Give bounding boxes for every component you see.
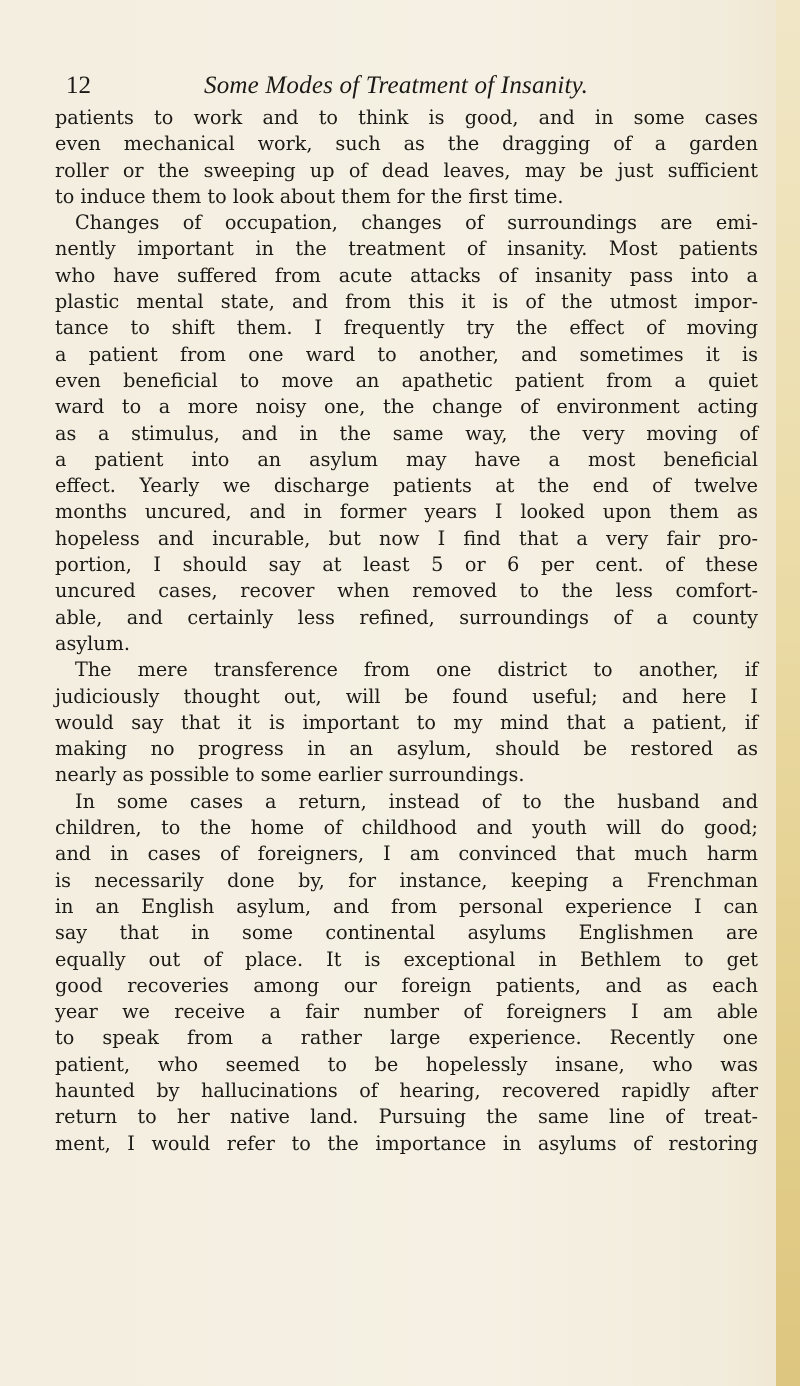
- text-line: making no progress in an asylum, should be restored as: [55, 737, 758, 761]
- text-line: able, and certainly less refined, surroundings of a county: [55, 605, 758, 629]
- text-line: nearly as possible to some earlier surroundings.: [55, 763, 525, 787]
- text-line: tance to shift them. I frequently try the effect of moving: [55, 316, 758, 340]
- text-line: to speak from a rather large experience. Recently one: [55, 1026, 758, 1050]
- text-line: say that in some continental asylums Englishmen are: [55, 921, 758, 945]
- text-line: a patient into an asylum may have a most beneficial: [55, 447, 758, 471]
- text-line: In some cases a return, instead of to the husband and: [75, 789, 758, 813]
- text-line: Changes of occupation, changes of surroundings are emi-: [75, 211, 758, 235]
- text-line: to induce them to look about them for the first time.: [55, 184, 564, 208]
- text-line: children, to the home of childhood and youth will do good;: [55, 816, 758, 840]
- text-line: patient, who seemed to be hopelessly insane, who was: [55, 1052, 758, 1076]
- page-header: [66, 72, 756, 102]
- text-line: who have suffered from acute attacks of insanity pass into a: [55, 263, 758, 287]
- text-line: haunted by hallucinations of hearing, recovered rapidly after: [55, 1078, 758, 1102]
- page-edge: [776, 0, 800, 1386]
- text-line: roller or the sweeping up of dead leaves, may be just sufficient: [55, 158, 758, 182]
- text-line: months uncured, and in former years I looked upon them as: [55, 500, 758, 524]
- text-line: and in cases of foreigners, I am convinced that much harm: [55, 842, 758, 866]
- text-line: patients to work and to think is good, and in some cases: [55, 106, 758, 129]
- text-line: judiciously thought out, will be found useful; and here I: [55, 684, 758, 708]
- text-line: The mere transference from one district to another, if: [75, 658, 758, 682]
- text-line: a patient from one ward to another, and sometimes it is: [55, 342, 758, 366]
- text-line: equally out of place. It is exceptional in Bethlem to get: [55, 947, 758, 971]
- text-line: uncured cases, recover when removed to the less comfort-: [55, 579, 758, 603]
- text-line: hopeless and incurable, but now I find that a very fair pro-: [55, 526, 758, 550]
- text-line: return to her native land. Pursuing the same line of treat-: [55, 1105, 758, 1129]
- text-line: ward to a more noisy one, the change of environment acting: [55, 395, 758, 419]
- text-line: even mechanical work, such as the dragging of a garden: [55, 132, 758, 156]
- text-line: asylum.: [55, 631, 130, 655]
- running-head: Some Modes of Treatment of Insanity.: [204, 72, 589, 99]
- text-line: would say that it is important to my mind that a patient, if: [55, 710, 758, 734]
- text-line: ment, I would refer to the importance in asylums of restoring: [55, 1131, 758, 1155]
- text-line: portion, I should say at least 5 or 6 per cent. of these: [55, 553, 758, 577]
- text-line: is necessarily done by, for instance, keeping a Frenchman: [55, 868, 758, 892]
- text-line: good recoveries among our foreign patients, and as each: [55, 973, 758, 997]
- page-number: 12: [66, 72, 91, 99]
- body-text: [55, 105, 758, 1157]
- text-line: nently important in the treatment of insanity. Most patients: [55, 237, 758, 261]
- text-line: in an English asylum, and from personal experience I can: [55, 894, 758, 918]
- text-line: plastic mental state, and from this it is of the utmost impor-: [55, 290, 758, 314]
- text-line: year we receive a fair number of foreigners I am able: [55, 1000, 758, 1024]
- text-line: as a stimulus, and in the same way, the very moving of: [55, 421, 758, 445]
- text-line: effect. Yearly we discharge patients at the end of twelve: [55, 474, 758, 498]
- text-line: even beneficial to move an apathetic patient from a quiet: [55, 368, 758, 392]
